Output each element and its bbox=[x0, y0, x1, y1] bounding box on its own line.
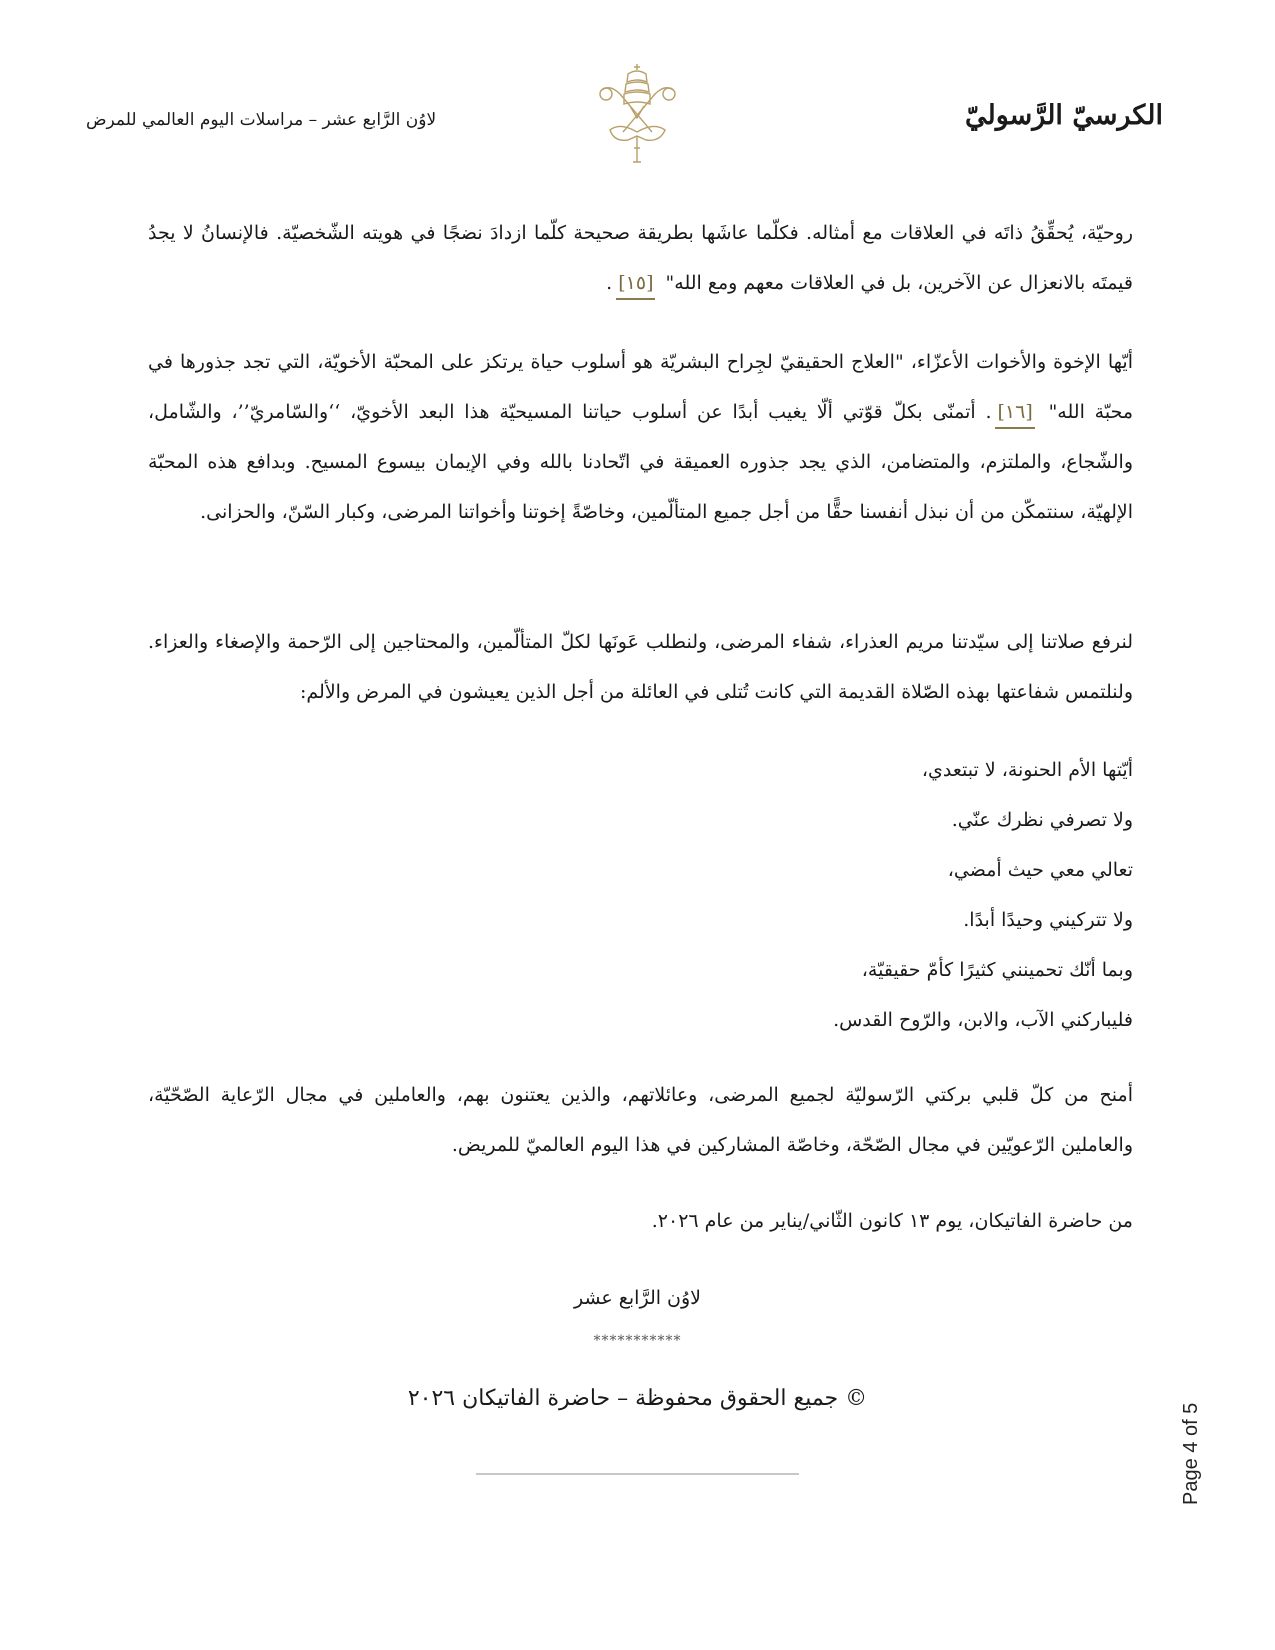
footnote-link-15[interactable]: [١٥] bbox=[616, 268, 655, 300]
paragraph-1 bbox=[148, 208, 1133, 308]
prayer-line: ولا تتركيني وحيدًا أبدًا. bbox=[963, 909, 1133, 931]
paragraph-text: أيّها الإخوة والأخوات الأعزّاء، "العلاج الحقيقيّ لجِراح البشريّة هو أسلوب حياة يرتكز على المحبّة الأخويّة، التي تجد جذورها في محبّة الله" bbox=[148, 351, 1134, 423]
header-title: الكرسيّ الرَّسوليّ bbox=[965, 100, 1163, 131]
paragraph-text: روحيّة، يُحقِّقُ ذاتَه في العلاقات مع أمثاله. فكلّما عاشَها بطريقة صحيحة كلّما ازدادَ نضجًا في هويته الشّخصيّة. فالإنسانُ لا يجدُ قيمتَه بالانعزال عن الآخرين، بل في العلاقات معهم ومع الله" bbox=[148, 222, 1133, 294]
paragraph-2 bbox=[148, 337, 1133, 537]
page-number: Page 4 of 5 bbox=[1180, 1402, 1202, 1505]
papal-crest-icon bbox=[590, 60, 685, 168]
footer-divider bbox=[476, 1473, 799, 1475]
prayer-block bbox=[833, 745, 1133, 1045]
header-subtitle: لاوُن الرَّابع عشر – مراسلات اليوم العالمي للمرض bbox=[86, 110, 437, 130]
date-text: من حاضرة الفاتيكان، يوم ١٣ كانون الثّاني/يناير من عام ٢٠٢٦. bbox=[651, 1210, 1133, 1232]
copyright-notice: © جميع الحقوق محفوظة – حاضرة الفاتيكان ٢٠٢٦ bbox=[407, 1386, 868, 1411]
paragraph-date bbox=[148, 1196, 1133, 1246]
prayer-line: تعالي معي حيث أمضي، bbox=[947, 859, 1133, 881]
paragraph-text: أمنح من كلّ قلبي بركتي الرّسوليّة لجميع المرضى، وعائلاتهم، والذين يعتنون بهم، والعاملين في مجال الرّعاية الصّحّيّة، والعاملين الرّعويّين في مجال الصّحّة، وخاصّة المشاركين في هذا اليوم العالميّ للمريض. bbox=[148, 1084, 1133, 1156]
prayer-line: فليباركني الآب، والابن، والرّوح القدس. bbox=[833, 1009, 1133, 1031]
paragraph-3 bbox=[148, 617, 1133, 717]
prayer-line: وبما أنّك تحمينني كثيرًا كأمّ حقيقيّة، bbox=[861, 959, 1133, 981]
stars-separator: *********** bbox=[593, 1333, 682, 1349]
signature: لاوُن الرَّابع عشر bbox=[573, 1287, 702, 1309]
prayer-line: ولا تصرفي نظرك عنّي. bbox=[951, 809, 1133, 831]
paragraph-text: . أتمنّى بكلّ قوّتي ألّا يغيب أبدًا عن أسلوب حياتنا المسيحيّة هذا البعد الأخويّ، ‘‘والسّامريّ’’، والشّامل، والشّجاع، والملتزم، والمتضامن، الذي يجد جذوره العميقة في اتّحادنا بالله وفي الإيمان بيسوع المسيح. وبدافع هذه المحبّة الإلهيّة، سنتمكّن من أن نبذل أنفسنا حقًّا من أجل جميع المتألّمين، وخاصّةً إخوتنا وأخواتنا المرضى، وكبار السّنّ، والحزانى. bbox=[148, 401, 1133, 523]
paragraph-end: . bbox=[606, 272, 613, 294]
footnote-link-16[interactable]: [١٦] bbox=[995, 397, 1034, 429]
prayer-line: أيّتها الأم الحنونة، لا تبتعدي، bbox=[921, 759, 1133, 781]
paragraph-4 bbox=[148, 1070, 1133, 1170]
paragraph-text: لنرفع صلاتنا إلى سيّدتنا مريم العذراء، شفاء المرضى، ولنطلب عَونَها لكلّ المتألّمين، والمحتاجين إلى الرّحمة والإصغاء والعزاء. ولنلتمس شفاعتها بهذه الصّلاة القديمة التي كانت تُتلى في العائلة من أجل الذين يعيشون في المرض والألم: bbox=[148, 631, 1133, 703]
